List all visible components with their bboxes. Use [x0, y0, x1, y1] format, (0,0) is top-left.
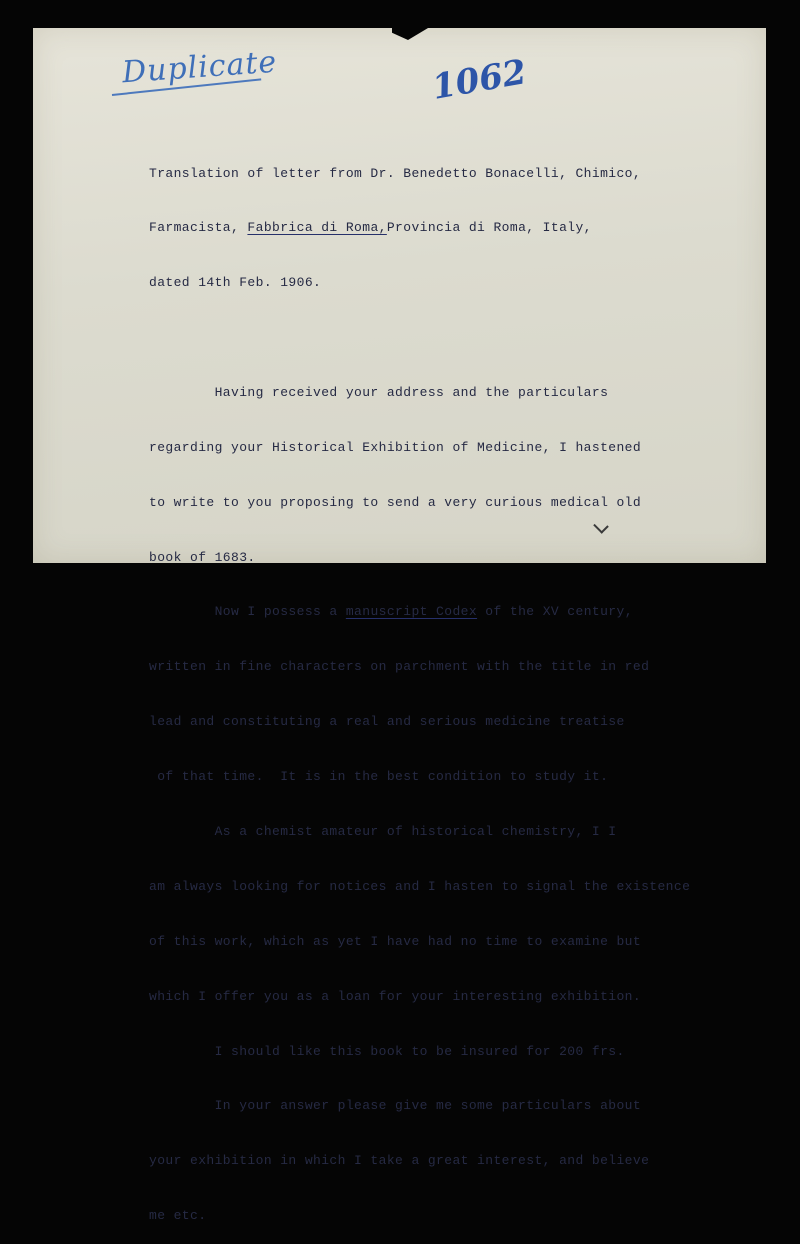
handwritten-file-number: 1062: [429, 52, 530, 108]
body-line: of that time. It is in the best condition to study it.: [149, 769, 609, 785]
header-line: Farmacista, Fabbrica di Roma,Provincia di Roma, Italy,: [149, 220, 592, 236]
body-line: am always looking for notices and I hasten to signal the existence: [149, 878, 691, 894]
header-line: Translation of letter from Dr. Benedetto Bonacelli, Chimico,: [149, 165, 642, 181]
body-line: book of 1683.: [149, 549, 256, 565]
body-line: which I offer you as a loan for your interesting exhibition.: [149, 988, 642, 1004]
header-line: dated 14th Feb. 1906.: [149, 275, 322, 291]
body-line: of this work, which as yet I have had no time to examine but: [149, 933, 642, 949]
body-line: Now I possess a manuscript Codex of the XV century,: [149, 604, 633, 620]
body-line: Having received your address and the particulars: [149, 384, 609, 400]
body-line: In your answer please give me some particulars about: [149, 1098, 642, 1114]
body-line: lead and constituting a real and serious medicine treatise: [149, 714, 625, 730]
body-line: me etc.: [149, 1208, 207, 1224]
handwritten-duplicate-note: Duplicate: [120, 44, 279, 91]
body-line: As a chemist amateur of historical chemistry, I I: [149, 823, 617, 839]
typed-letter: [149, 128, 749, 1244]
underlined-term: manuscript Codex: [345, 604, 478, 620]
spacer: [149, 329, 749, 347]
body-line: written in fine characters on parchment with the title in red: [149, 659, 650, 675]
underlined-place: Fabbrica di Roma,: [247, 220, 387, 236]
body-line: regarding your Historical Exhibition of Medicine, I hastened: [149, 439, 642, 455]
body-line: to write to you proposing to send a very curious medical old: [149, 494, 642, 510]
body-line: your exhibition in which I take a great interest, and believe: [149, 1153, 650, 1169]
body-line: I should like this book to be insured for 200 frs.: [149, 1043, 625, 1059]
